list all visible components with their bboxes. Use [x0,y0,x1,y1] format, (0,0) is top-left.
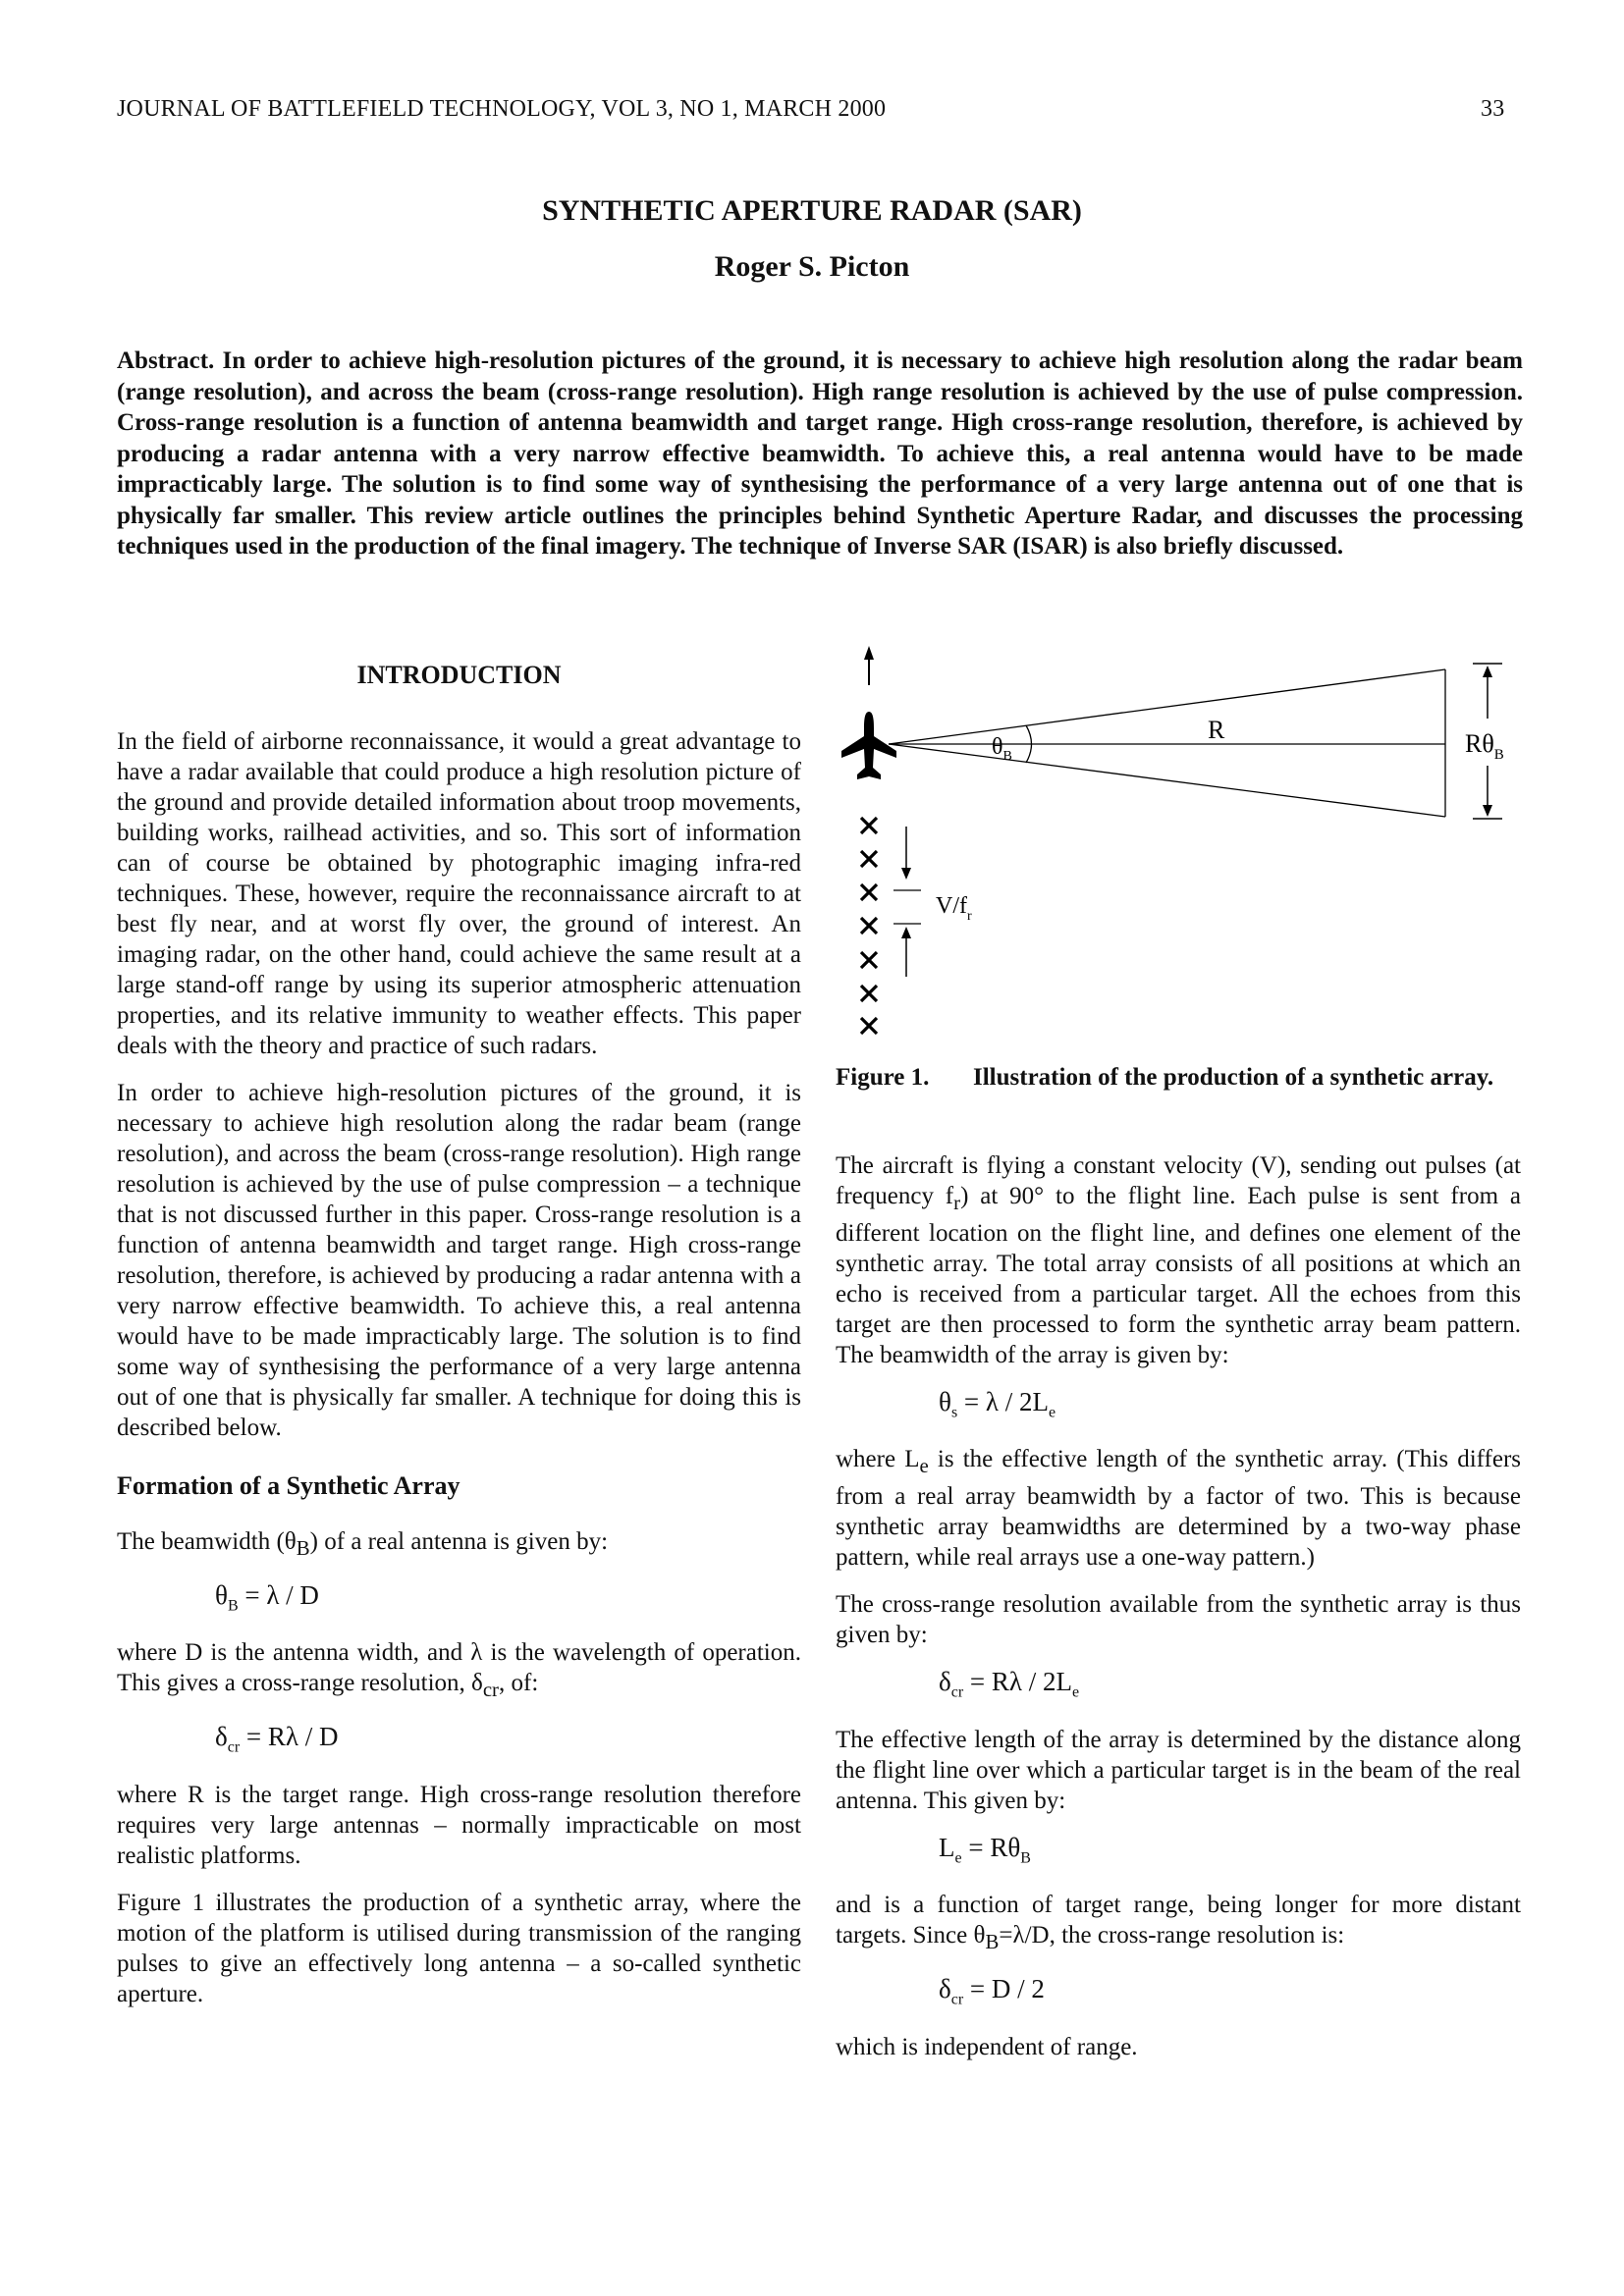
author-name: Roger S. Picton [714,250,910,283]
equation-range-independent: $\delta_{cr} = D / 2$ [939,1974,1045,2008]
equation-cross-range: $\delta_{cr} = R\lambda / D$ [215,1722,339,1756]
section-heading-introduction: INTRODUCTION [356,661,562,689]
equation-synthetic-beamwidth: $\theta_s = \lambda / 2L_e$ [939,1387,1056,1421]
range-label: R [1208,716,1225,744]
paragraph: The cross-range resolution available from the synthetic array is thus given by: [836,1591,1521,1649]
figure-caption-text: Illustration of the production of a synthetic array. [973,1064,1494,1091]
figure-caption-label: Figure 1. [836,1064,930,1091]
paragraph: Figure 1 illustrates the production of a synthetic array, where the motion of the platform is utilised during transmission of the ranging pulses to give an effectively long antenna – a so-called synthetic aperture. [117,1889,801,2007]
abstract: Abstract. In order to achieve high-resolution pictures of the ground, it is necessary to achieve high resolution along the radar beam (range resolution), and across the beam (cross-range resolution). High range resolution is achieved by the use of pulse compression. Cross-range resolution is a function of antenna beamwidth and target range. High cross-range resolution, therefore, is achieved by producing a radar antenna with a very narrow effective beamwidth. To achieve this, a real antenna would have to be made impracticably large. The solution is to find some way of synthesising the performance of a very large antenna out of one that is physically far smaller. This review article outlines the principles behind Synthetic Aperture Radar, and discusses the processing techniques used in the production of the final imagery. The technique of Inverse SAR (ISAR) is also briefly discussed. [117,347,1523,560]
paragraph: The beamwidth $(\theta_B)$ of a real antenna is given by: [117,1528,609,1560]
beam-upper-edge [889,669,1445,744]
paragraph: where $L_e$ is the effective length of the synthetic array. (This differs from a real array beamwidth by a factor of two. This is because synthetic array beamwidths are determined by a two-way phase pattern, while real arrays use a one-way pattern.) [836,1446,1522,1572]
equation-beamwidth: $\theta_B = \lambda / D$ [215,1580,319,1615]
paragraph: which is independent of range. [836,2033,1138,2060]
beam-lower-edge [889,744,1445,817]
journal-header: JOURNAL OF BATTLEFIELD TECHNOLOGY, VOL 3, NO 1, MARCH 2000 [117,96,887,122]
r-theta-b-label: $R\theta_B$ [1465,729,1504,763]
paragraph: and is a function of target range, being longer for more distant targets. Since $\theta_B=\lambda/D$, the cross-range resolution is: [836,1892,1521,1954]
left-column [117,726,801,2026]
pulse-spacing-label: $V/f_r$ [936,893,972,924]
paragraph: In order to achieve high-resolution pictures of the ground, it is necessary to achieve high resolution along the radar beam (range resolution), and across the beam (cross-range resolution). High range resolution is achieved by the use of pulse compression – a technique that is not discussed further in this paper. Cross-range resolution is a function of antenna beamwidth and target range. High cross-range resolution, therefore, is achieved by producing a radar antenna with a very narrow effective beamwidth. To achieve this, a real antenna would have to be made impracticably large. The solution is to find some way of synthesising the performance of a very large antenna out of one that is physically far smaller. A technique for doing this is described below. [117,1080,801,1441]
theta-b-label: $\theta_B$ [992,734,1012,764]
aircraft-icon [841,712,896,779]
subsection-heading: Formation of a Synthetic Array [117,1471,460,1500]
right-column [836,1150,1521,2079]
paragraph: The effective length of the array is determined by the distance along the flight line over which a particular target is in the beam of the real antenna. This given by: [836,1726,1521,1814]
paragraph: where R is the target range. High cross-range resolution therefore requires very large antennas – normally impracticable on most realistic platforms. [117,1781,801,1869]
array-position-marks [861,818,877,1034]
equation-synthetic-cross-range: $\delta_{cr} = R\lambda / 2L_e$ [939,1667,1080,1701]
page-number: 33 [1481,96,1505,122]
paragraph: In the field of airborne reconnaissance, it would a great advantage to have a radar available that could produce a high resolution picture of the ground and provide detailed information about troop movements, building works, railhead activities, and so. This sort of information can of course be obtained by photographic imaging infra-red techniques. These, however, require the reconnaissance aircraft to at best fly near, and at worst fly over, the ground of interest. An imaging radar, on the other hand, could achieve the same result at a large stand-off range by using its superior atmospheric attenuation properties, and its relative immunity to weather effects. This paper deals with the theory and practice of such radars. [117,728,801,1059]
figure-caption [836,1062,1521,1093]
paragraph: The aircraft is flying a constant velocity (V), sending out pulses (at frequency $f_r$) at 90° to the flight line. Each pulse is sent from a different location on the flight line, and defines one element of the synthetic array. The total array consists of all positions at which an echo is received from a particular target. All the echoes from this target are then processed to form the synthetic array beam pattern. The beamwidth of the array is given by: [836,1152,1521,1368]
arrow-head [864,646,874,660]
figure-synthetic-array [825,638,1532,1060]
paragraph: where D is the antenna width, and λ is the wavelength of operation. This gives a cross-range resolution, $\delta_{cr}$, of: [117,1639,801,1702]
equation-effective-length: $L_e = R\theta_B$ [939,1832,1031,1867]
paper-title: SYNTHETIC APERTURE RADAR (SAR) [542,194,1082,227]
